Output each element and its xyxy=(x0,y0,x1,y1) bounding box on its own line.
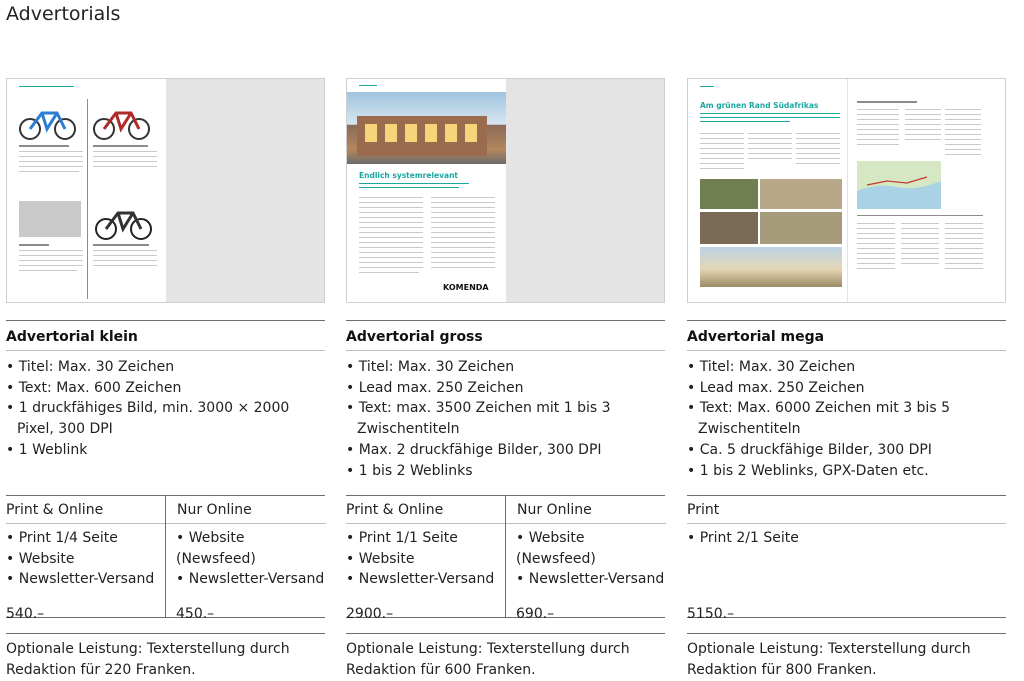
advertorial-klein-preview xyxy=(6,78,325,303)
pricing-table xyxy=(687,495,1006,618)
price-row xyxy=(6,601,325,631)
price: 2900.– xyxy=(346,606,394,622)
list-item: • Lead max. 250 Zeichen xyxy=(346,378,665,399)
list-item: • Website (Newsfeed) xyxy=(516,528,666,569)
page-title: Advertorials xyxy=(6,3,121,25)
people-image xyxy=(19,201,81,237)
pricing-table xyxy=(346,495,665,618)
list-item: • Text: max. 3500 Zeichen mit 1 bis 3 Zwischentiteln xyxy=(346,398,665,439)
pricing-option xyxy=(6,496,165,617)
list-item: • Newsletter-Versand xyxy=(346,569,505,590)
feature-list xyxy=(346,357,665,481)
thumbnail-headline: Endlich systemrelevant xyxy=(359,171,458,180)
pricing-header: Print xyxy=(687,496,1006,524)
list-item: • Lead max. 250 Zeichen xyxy=(687,378,1006,399)
optional-service-note: Optionale Leistung: Texterstellung durch Redaktion für 600 Franken. xyxy=(346,633,665,681)
bike-image xyxy=(91,101,153,141)
list-item: • Print 1/1 Seite xyxy=(346,528,505,549)
pricing-option xyxy=(505,496,666,617)
list-item: • Website xyxy=(346,549,505,570)
price-row xyxy=(687,601,1006,631)
price: 5150.– xyxy=(687,606,735,622)
photo xyxy=(760,179,842,209)
price: 690.– xyxy=(516,606,555,622)
list-item: • Titel: Max. 30 Zeichen xyxy=(6,357,325,378)
pricing-option xyxy=(165,496,326,617)
gravel-bike-image xyxy=(93,201,155,241)
list-item: • Newsletter-Versand xyxy=(176,569,326,590)
list-item: • Print 2/1 Seite xyxy=(687,528,1006,549)
product-title: Advertorial klein xyxy=(6,320,325,351)
building-photo xyxy=(347,92,506,164)
list-item: • Website xyxy=(6,549,165,570)
product-title: Advertorial gross xyxy=(346,320,665,351)
list-item: • Titel: Max. 30 Zeichen xyxy=(346,357,665,378)
list-item: • Website (Newsfeed) xyxy=(176,528,326,569)
pricing-header: Print & Online xyxy=(6,496,165,524)
optional-service-note: Optionale Leistung: Texterstellung durch Redaktion für 800 Franken. xyxy=(687,633,1006,681)
price: 450.– xyxy=(176,606,215,622)
ebike-image xyxy=(17,101,79,141)
advertiser-logo: KOMENDA xyxy=(443,283,489,292)
pricing-header: Nur Online xyxy=(166,496,326,524)
pricing-option xyxy=(687,496,1006,617)
product-title: Advertorial mega xyxy=(687,320,1006,351)
price-row xyxy=(346,601,665,631)
list-item: • 1 bis 2 Weblinks, GPX-Daten etc. xyxy=(687,461,1006,482)
list-item: • Newsletter-Versand xyxy=(6,569,165,590)
advertorial-klein-column xyxy=(6,78,325,678)
list-item: • 1 Weblink xyxy=(6,440,325,461)
photo xyxy=(700,179,758,209)
list-item: • Newsletter-Versand xyxy=(516,569,666,590)
advertorial-mega-preview xyxy=(687,78,1006,303)
advertorial-gross-preview xyxy=(346,78,665,303)
advertorial-gross-column xyxy=(346,78,665,678)
list-item: • Text: Max. 600 Zeichen xyxy=(6,378,325,399)
optional-service-note: Optionale Leistung: Texterstellung durch Redaktion für 220 Franken. xyxy=(6,633,325,681)
photo xyxy=(700,212,758,244)
list-item: • Titel: Max. 30 Zeichen xyxy=(687,357,1006,378)
map-image xyxy=(857,161,941,209)
list-item: • 1 bis 2 Weblinks xyxy=(346,461,665,482)
pricing-option xyxy=(346,496,505,617)
list-item: • Print 1/4 Seite xyxy=(6,528,165,549)
price: 540.– xyxy=(6,606,45,622)
thumbnail-headline: Am grünen Rand Südafrikas xyxy=(700,101,819,110)
pricing-header: Nur Online xyxy=(506,496,666,524)
feature-list xyxy=(6,357,325,461)
pricing-header: Print & Online xyxy=(346,496,505,524)
advertorial-mega-column xyxy=(687,78,1006,678)
list-item: • Max. 2 druckfähige Bilder, 300 DPI xyxy=(346,440,665,461)
list-item: • Ca. 5 druckfähige Bilder, 300 DPI xyxy=(687,440,1006,461)
landscape-photo xyxy=(700,247,842,287)
list-item: • Text: Max. 6000 Zeichen mit 3 bis 5 Zwischentiteln xyxy=(687,398,1006,439)
photo xyxy=(760,212,842,244)
list-item: • 1 druckfähiges Bild, min. 3000 × 2000 Pixel, 300 DPI xyxy=(6,398,325,439)
feature-list xyxy=(687,357,1006,481)
pricing-table xyxy=(6,495,325,618)
